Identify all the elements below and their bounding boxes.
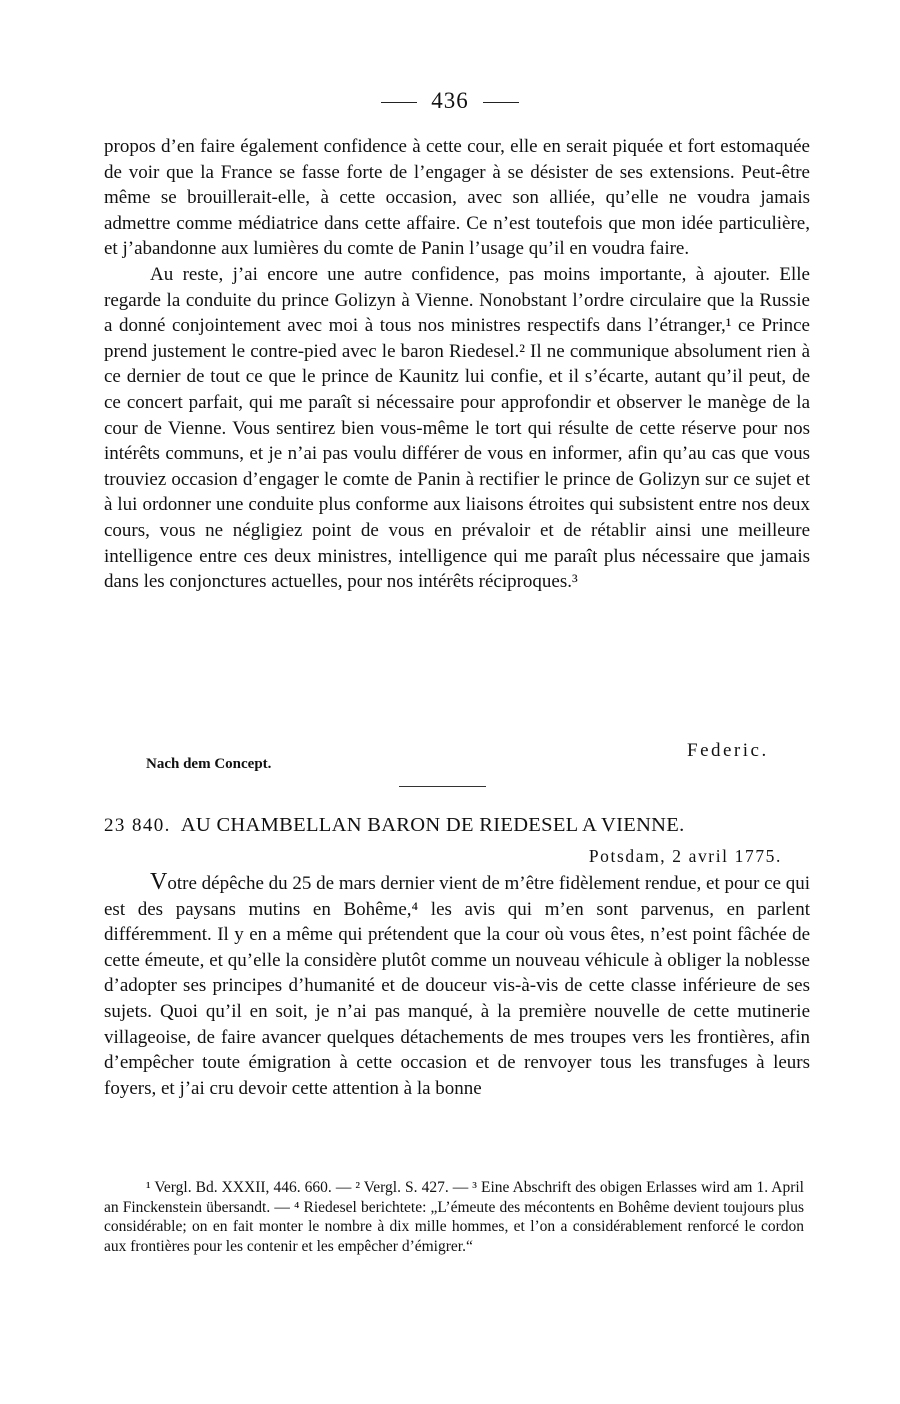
page-number: 436 — [431, 88, 469, 113]
footnotes — [104, 1178, 804, 1256]
document-title: AU CHAMBELLAN BARON DE RIEDESEL A VIENNE. — [180, 814, 685, 836]
source-note: Nach dem Concept. — [146, 756, 272, 772]
signature: Federic. — [687, 740, 769, 761]
footnote-text: ¹ Vergl. Bd. XXXII, 446. 660. — ² Vergl. S. 427. — ³ Eine Abschrift des obigen Erlasses wird am 1. April an Finckenstein übersandt. — ⁴ Riedesel berichtete: „L’émeute des mécontents en Bohême devient toujours plus considérable; on en fait monter le nombre à dix mille hommes, et l’on a considérablement renforcé le cordon aux frontières pour les contenir et les empêcher d’émigrer.“ — [104, 1179, 804, 1255]
paragraph: Au reste, j’ai encore une autre confidence, pas moins importante, à ajouter. Elle regarde la conduite du prince Golizyn à Vienne. Nonobstant l’ordre circulaire que la Russie a donné conjointement avec moi à tous nos ministres respectifs dans l’étranger,¹ ce Prince prend justement le contre-pied avec le baron Riedesel.² Il ne communique absolument rien à ce dernier de tout ce que le prince de Kaunitz lui confie, et il s’écarte, autant qu’il peut, de ce concert parfait, qui me paraît si nécessaire pour approfondir et observer le manège de la cour de Vienne. Vous sentirez bien vous-même le tort qui résulte de cette réserve pour nos intérêts communs, et je n’ai pas voulu différer de vous en informer, afin qu’au cas que vous trouviez occasion d’engager le comte de Panin à rectifier le prince de Golizyn sur ce sujet et à lui ordonner une conduite plus conforme aux liaisons étroites qui subsistent entre nos deux cours, vous ne négligiez point de vous en prévaloir et de rétablir ainsi une meilleure intelligence entre ces deux ministres, intelligence qui me paraît plus nécessaire que jamais dans les conjonctures actuelles, pour nos intérêts réciproques.³ — [104, 263, 810, 593]
paragraph-text: otre dépêche du 25 de mars dernier vient de m’être fidèlement rendue, et pour ce qui est des paysans mutins en Bohême,⁴ les avis qui m’en sont parvenus, en parlent différemment. Il y en a même qui prétendent que la cour où vous êtes, n’est point fâchée de cette émeute, et qu’elle la considère plutôt comme un nouveau véhicule à obliger la noblesse d’adopter ses principes d’humanité et de douceur vis-à-vis de cette classe inférieure de ses sujets. Quoi qu’il en soit, je n’ai pas manqué, à la première nouvelle de cette mutinerie villageoise, de faire avancer quelques détachements de mes troupes vers les frontières, afin d’empêcher toute émigration à cette occasion et de renvoyer tous les transfuges à leurs foyers, et j’ai cru devoir cette attention à la bonne — [104, 873, 810, 1099]
header-dash-right — [483, 102, 519, 103]
dateline: Potsdam, 2 avril 1775. — [588, 846, 782, 866]
paragraph — [104, 870, 810, 1101]
document-number: 23 840. — [104, 815, 171, 836]
letter-body — [104, 870, 810, 1101]
document-heading — [104, 814, 810, 837]
closing — [0, 740, 900, 774]
paragraph: propos d’en faire également confidence à cette cour, elle en serait piquée et fort estomaquée de voir que la France se fasse forte de l’engager à se désister de ses extensions. Peut-être même se brouillerait-elle, à cette occasion, avec son alliée, qu’elle ne voudra jamais admettre comme médiatrice dans cette affaire. Ce n’est toutefois que mon idée particulière, et j’abandonne aux lumières du comte de Panin l’usage qu’il en voudra faire. — [104, 136, 810, 260]
section-divider — [399, 786, 486, 787]
page-header — [0, 88, 900, 114]
letter-continuation — [104, 134, 810, 595]
header-dash-left — [381, 102, 417, 103]
initial-letter: V — [150, 869, 168, 895]
